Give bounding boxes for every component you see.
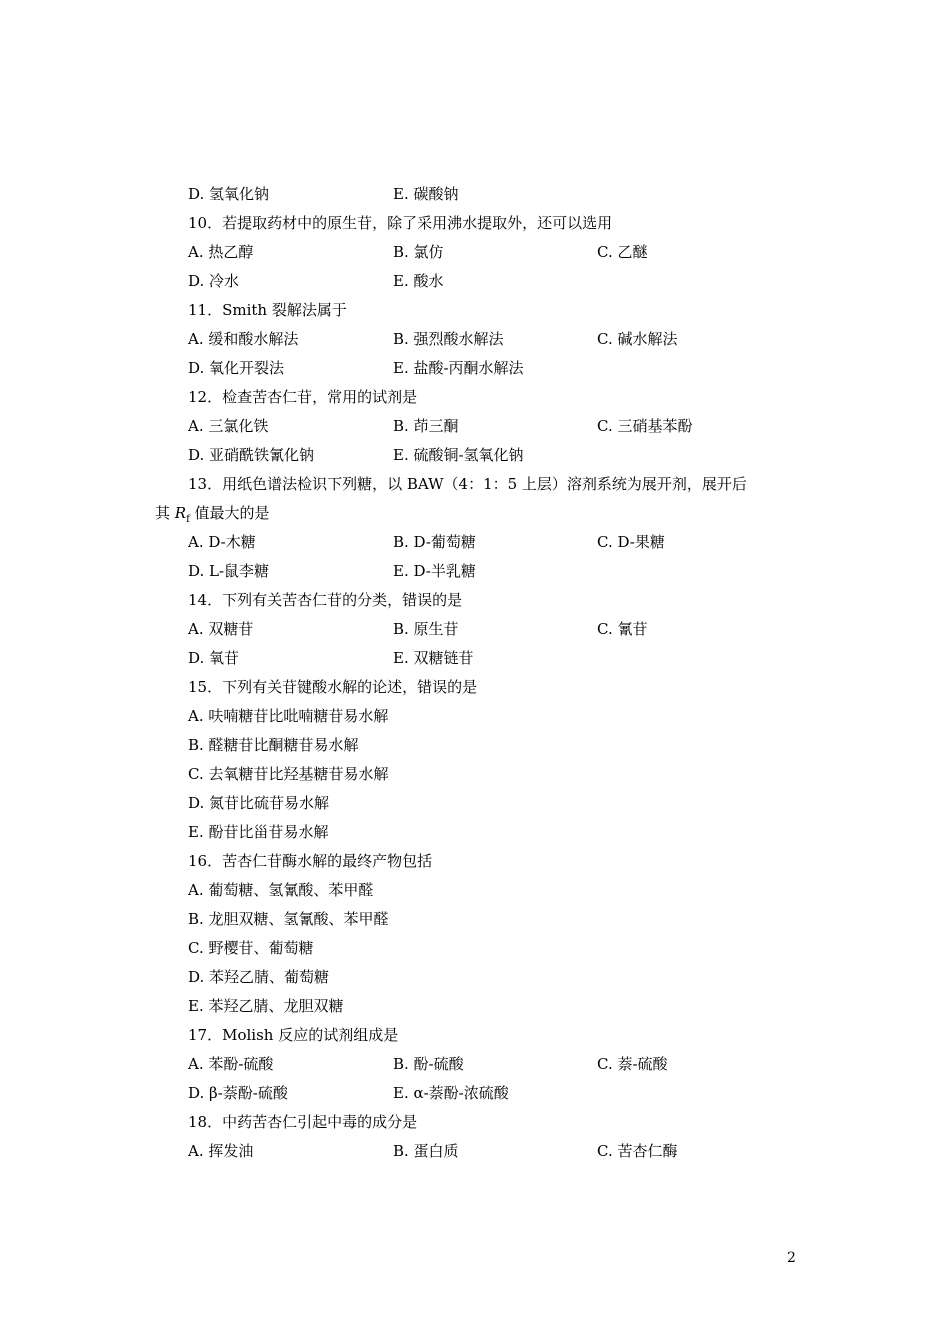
answer-options-row xyxy=(0,267,950,296)
page-number: 2 xyxy=(787,1250,796,1266)
answer-option: C. 碱水解法 xyxy=(597,330,678,348)
answer-options-row xyxy=(0,354,950,383)
exam-content xyxy=(0,180,950,1166)
answer-option: B. 强烈酸水解法 xyxy=(393,330,504,348)
answer-option: A. 呋喃糖苷比吡喃糖苷易水解 xyxy=(188,707,389,725)
answer-options-row xyxy=(0,1137,950,1166)
answer-option: E. 盐酸-丙酮水解法 xyxy=(393,359,524,377)
answer-options-row xyxy=(0,412,950,441)
answer-options-row xyxy=(0,528,950,557)
answer-option: D. 氢氧化钠 xyxy=(188,185,270,203)
rf-pre: 其 xyxy=(155,504,175,522)
answer-option: C. 去氧糖苷比羟基糖苷易水解 xyxy=(188,765,389,783)
answer-option: D. 氮苷比硫苷易水解 xyxy=(188,794,330,812)
answer-option: A. 缓和酸水解法 xyxy=(188,330,299,348)
answer-option: E. D-半乳糖 xyxy=(393,562,476,580)
answer-option: D. 氧苷 xyxy=(188,649,240,667)
question-stem: 11．Smith 裂解法属于 xyxy=(188,301,347,319)
answer-option: C. 苦杏仁酶 xyxy=(597,1142,678,1160)
answer-option: C. 氰苷 xyxy=(597,620,648,638)
answer-option: D. 苯羟乙腈、葡萄糖 xyxy=(188,968,330,986)
answer-option: D. L-鼠李糖 xyxy=(188,562,270,580)
answer-option: A. D-木糖 xyxy=(188,533,256,551)
answer-option: C. 野樱苷、葡萄糖 xyxy=(188,939,314,957)
answer-options-row xyxy=(0,238,950,267)
rf-r: R xyxy=(174,504,187,522)
answer-option: B. 氯仿 xyxy=(393,243,444,261)
answer-option: D. 冷水 xyxy=(188,272,240,290)
answer-options-row xyxy=(0,180,950,209)
answer-option: E. 双糖链苷 xyxy=(393,649,474,667)
answer-option: B. 醛糖苷比酮糖苷易水解 xyxy=(188,736,359,754)
answer-options-row xyxy=(0,557,950,586)
answer-option: E. 酸水 xyxy=(393,272,444,290)
question-stem: 18．中药苦杏仁引起中毒的成分是 xyxy=(188,1113,418,1131)
question-stem: 13．用纸色谱法检识下列糖，以 BAW（4：1：5 上层）溶剂系统为展开剂，展开后 xyxy=(188,475,747,493)
answer-option: C. 萘-硫酸 xyxy=(597,1055,668,1073)
answer-option: B. 茚三酮 xyxy=(393,417,459,435)
answer-options-row xyxy=(0,1079,950,1108)
question-stem-continuation xyxy=(0,499,950,528)
answer-option: E. 碳酸钠 xyxy=(393,185,459,203)
rf-sub: f xyxy=(186,514,190,525)
answer-option: C. D-果糖 xyxy=(597,533,665,551)
answer-options-row xyxy=(0,644,950,673)
answer-option: E. 酚苷比甾苷易水解 xyxy=(188,823,329,841)
answer-option: B. 龙胆双糖、氢氰酸、苯甲醛 xyxy=(188,910,389,928)
answer-option: B. 原生苷 xyxy=(393,620,459,638)
answer-option: B. 酚-硫酸 xyxy=(393,1055,464,1073)
answer-option: D. 氧化开裂法 xyxy=(188,359,285,377)
answer-options-row xyxy=(0,615,950,644)
answer-option: A. 三氯化铁 xyxy=(188,417,269,435)
question-stem: 15．下列有关苷键酸水解的论述，错误的是 xyxy=(188,678,478,696)
answer-option: D. 亚硝酰铁氰化钠 xyxy=(188,446,315,464)
answer-options-row xyxy=(0,441,950,470)
answer-option: C. 三硝基苯酚 xyxy=(597,417,693,435)
question-stem: 12．检查苦杏仁苷，常用的试剂是 xyxy=(188,388,418,406)
answer-option: B. 蛋白质 xyxy=(393,1142,459,1160)
answer-option: D. β-萘酚-硫酸 xyxy=(188,1084,288,1102)
answer-option: A. 葡萄糖、氢氰酸、苯甲醛 xyxy=(188,881,374,899)
answer-option: B. D-葡萄糖 xyxy=(393,533,476,551)
rf-post: 值最大的是 xyxy=(189,504,270,522)
answer-options-row xyxy=(0,325,950,354)
answer-option: A. 苯酚-硫酸 xyxy=(188,1055,274,1073)
answer-option: E. α-萘酚-浓硫酸 xyxy=(393,1084,509,1102)
answer-option: E. 苯羟乙腈、龙胆双糖 xyxy=(188,997,344,1015)
answer-option: A. 热乙醇 xyxy=(188,243,254,261)
answer-option: E. 硫酸铜-氢氧化钠 xyxy=(393,446,524,464)
answer-option: A. 双糖苷 xyxy=(188,620,254,638)
question-stem: 14．下列有关苦杏仁苷的分类，错误的是 xyxy=(188,591,463,609)
answer-option: A. 挥发油 xyxy=(188,1142,254,1160)
answer-options-row xyxy=(0,1050,950,1079)
question-stem: 16．苦杏仁苷酶水解的最终产物包括 xyxy=(188,852,433,870)
answer-option: C. 乙醚 xyxy=(597,243,648,261)
question-stem: 17．Molish 反应的试剂组成是 xyxy=(188,1026,399,1044)
question-stem: 10．若提取药材中的原生苷，除了采用沸水提取外，还可以选用 xyxy=(188,214,613,232)
